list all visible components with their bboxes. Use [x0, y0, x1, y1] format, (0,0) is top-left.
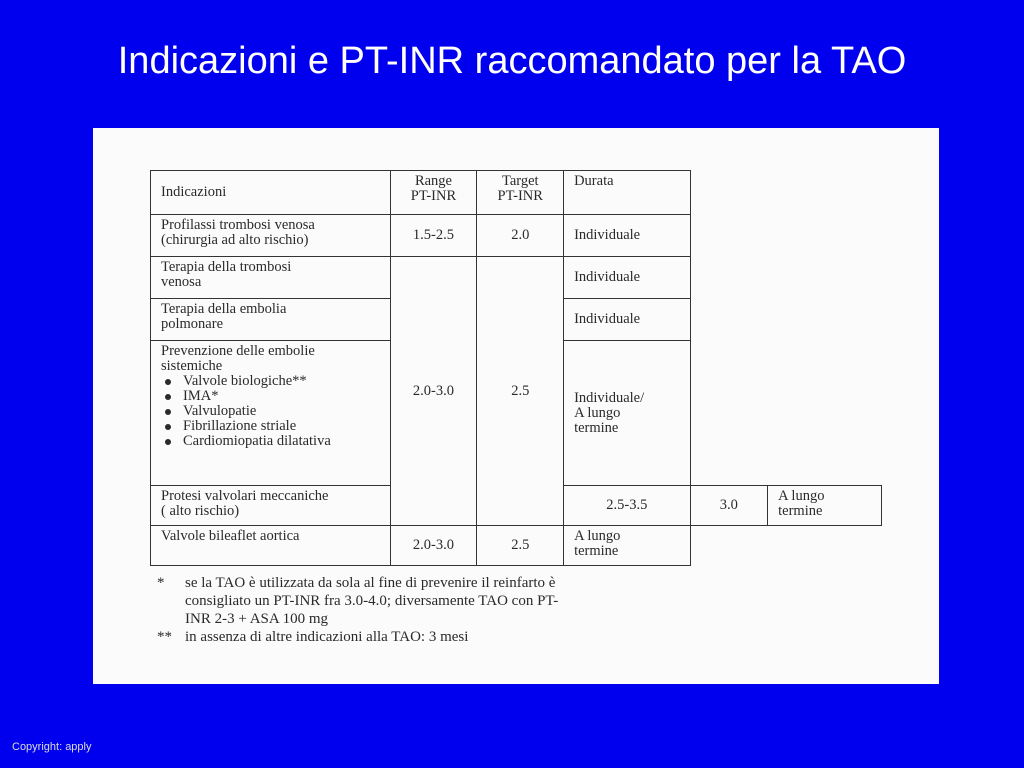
header-indicazioni: Indicazioni [151, 171, 391, 215]
table-image-panel [93, 128, 939, 684]
footnotes [157, 574, 897, 646]
row-durata [564, 526, 691, 566]
row-indicazione [151, 486, 391, 526]
row-indicazione-line1: Protesi valvolari meccaniche [161, 488, 329, 504]
row-indicazione [151, 341, 391, 486]
footnote-line: consigliato un PT-INR fra 3.0-4.0; diversamente TAO con PT- [185, 593, 559, 609]
table-row [151, 257, 882, 299]
row-durata: Individuale [564, 257, 691, 299]
row-durata: Individuale [564, 215, 691, 257]
footnote [157, 628, 897, 646]
row-durata [564, 341, 691, 486]
header-target-line1: Target [501, 173, 539, 189]
row-range: 1.5-2.5 [390, 215, 477, 257]
bullet-list [161, 374, 380, 449]
indications-table [150, 170, 882, 566]
row-indicazione-line2: venosa [161, 274, 202, 290]
footnote-text: in assenza di altre indicazioni alla TAO: 3 mesi [185, 629, 469, 645]
row-indicazione [151, 257, 391, 299]
table-header-row [151, 171, 882, 215]
footnote-text [185, 574, 558, 628]
footnote [157, 574, 897, 628]
table-row [151, 215, 882, 257]
row-indicazione-line2: sistemiche [161, 358, 223, 374]
row-indicazione-line2: ( alto rischio) [161, 503, 240, 519]
header-target-line2: PT-INR [497, 188, 543, 204]
list-item: Valvole biologiche** [161, 374, 380, 389]
row-indicazione [151, 215, 391, 257]
row-range: 2.5-3.5 [564, 486, 691, 526]
row-indicazione-line1: Terapia della embolia [161, 301, 287, 317]
row-durata-line2: termine [574, 543, 619, 559]
footnote-line: se la TAO è utilizzata da sola al fine di prevenire il reinfarto è [185, 575, 556, 591]
row-durata-line1: A lungo [574, 528, 621, 544]
row-range: 2.0-3.0 [390, 526, 477, 566]
merged-target-cell: 2.5 [477, 257, 564, 526]
row-indicazione-line1: Prevenzione delle embolie [161, 343, 315, 359]
row-target: 3.0 [690, 486, 768, 526]
row-target: 2.0 [477, 215, 564, 257]
row-durata-line2: A lungo [574, 404, 621, 421]
header-range-line2: PT-INR [410, 188, 457, 204]
header-durata: Durata [564, 171, 691, 215]
merged-range-cell: 2.0-3.0 [390, 257, 477, 526]
row-indicazione [151, 299, 391, 341]
row-target: 2.5 [477, 526, 564, 566]
footnote-line: INR 2-3 + ASA 100 mg [185, 611, 329, 627]
table-row [151, 526, 882, 566]
row-indicazione-line2: (chirurgia ad alto rischio) [161, 232, 309, 248]
row-durata-line3: termine [574, 419, 619, 436]
footnote-mark: * [157, 575, 165, 591]
list-item: Cardiomiopatia dilatativa [161, 434, 380, 449]
row-indicazione-line2: polmonare [161, 316, 224, 332]
row-durata: Individuale [564, 299, 691, 341]
slide-title: Indicazioni e PT-INR raccomandato per la TAO [117, 40, 907, 82]
row-durata-line1: Individuale/ [574, 389, 645, 406]
header-target [477, 171, 564, 215]
copyright-text: Copyright: apply [12, 741, 92, 753]
row-durata-line1: A lungo [778, 488, 825, 504]
row-indicazione: Valvole bileaflet aortica [151, 526, 391, 566]
list-item: IMA* [161, 389, 380, 404]
row-indicazione-line1: Terapia della trombosi [161, 259, 292, 275]
header-range [390, 171, 477, 215]
footnote-mark: ** [157, 629, 172, 645]
header-range-line1: Range [414, 173, 452, 189]
row-indicazione-line1: Profilassi trombosi venosa [161, 217, 315, 233]
row-durata [768, 486, 882, 526]
list-item: Valvulopatie [161, 404, 380, 419]
list-item: Fibrillazione striale [161, 419, 380, 434]
row-durata-line2: termine [778, 503, 823, 519]
